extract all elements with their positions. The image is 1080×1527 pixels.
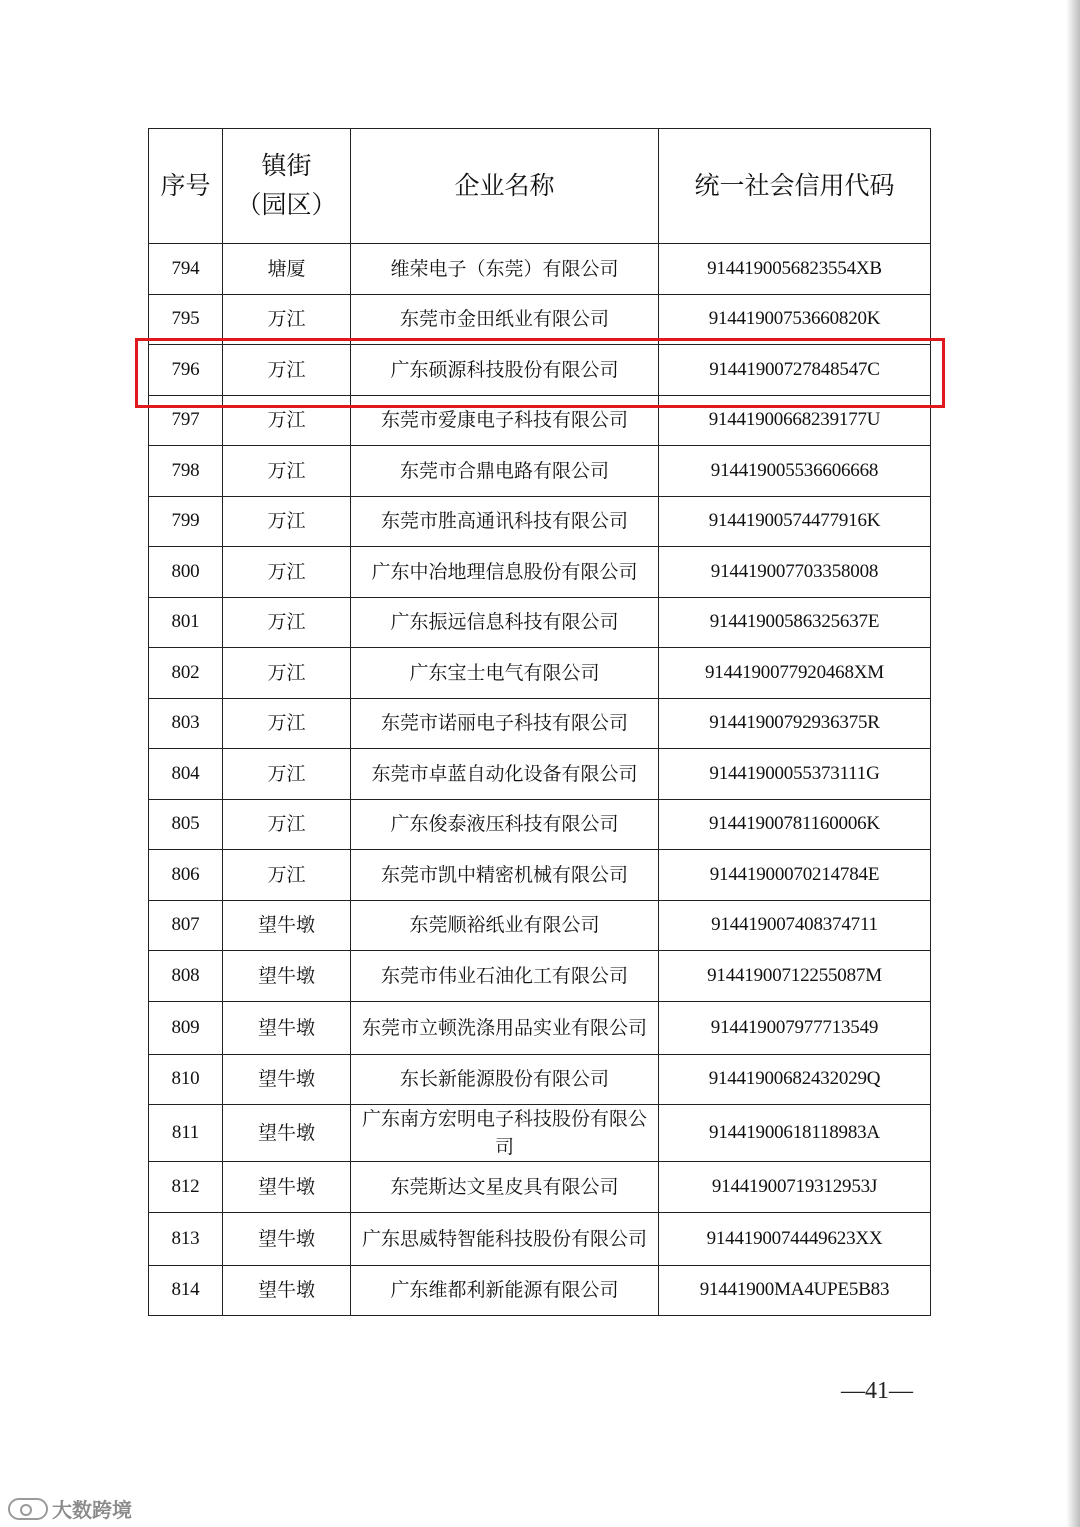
row-company-name: 东莞市卓蓝自动化设备有限公司 — [351, 749, 659, 800]
row-credit-code: 91441900781160006K — [659, 799, 931, 850]
row-number: 804 — [149, 749, 223, 800]
row-town: 万江 — [223, 749, 351, 800]
row-town: 万江 — [223, 648, 351, 699]
row-company-name: 维荣电子（东莞）有限公司 — [351, 244, 659, 295]
table-row — [149, 648, 931, 699]
row-company-name: 广东俊泰液压科技有限公司 — [351, 799, 659, 850]
row-credit-code: 914419007703358008 — [659, 547, 931, 598]
row-company-name: 广东思威特智能科技股份有限公司 — [351, 1212, 659, 1265]
row-company-name: 东莞顺裕纸业有限公司 — [351, 900, 659, 951]
row-credit-code: 914419005536606668 — [659, 446, 931, 497]
row-number: 806 — [149, 850, 223, 901]
table-row — [149, 244, 931, 295]
table-row — [149, 597, 931, 648]
row-number: 808 — [149, 951, 223, 1002]
table-row — [149, 850, 931, 901]
row-number: 809 — [149, 1001, 223, 1054]
row-number: 810 — [149, 1054, 223, 1105]
header-code: 统一社会信用代码 — [659, 129, 931, 244]
table-row — [149, 1001, 931, 1054]
row-town: 望牛墩 — [223, 1054, 351, 1105]
row-credit-code: 91441900586325637E — [659, 597, 931, 648]
row-number: 812 — [149, 1162, 223, 1213]
row-number: 801 — [149, 597, 223, 648]
row-number: 811 — [149, 1105, 223, 1162]
table-row — [149, 749, 931, 800]
highlight-box — [135, 338, 945, 408]
row-company-name: 广东硕源科技股份有限公司 — [351, 345, 659, 396]
row-credit-code: 9144190077920468XM — [659, 648, 931, 699]
row-credit-code: 91441900682432029Q — [659, 1054, 931, 1105]
header-town-line1: 镇街 — [261, 151, 312, 181]
row-number: 807 — [149, 900, 223, 951]
row-company-name: 东莞市胜高通讯科技有限公司 — [351, 496, 659, 547]
row-company-name: 东莞市诺丽电子科技有限公司 — [351, 698, 659, 749]
row-number: 803 — [149, 698, 223, 749]
row-town: 万江 — [223, 799, 351, 850]
table-header-row — [149, 129, 931, 244]
row-town: 望牛墩 — [223, 1001, 351, 1054]
header-town — [223, 129, 351, 244]
row-credit-code: 91441900753660820K — [659, 294, 931, 345]
table-row — [149, 446, 931, 497]
row-company-name: 东莞市立顿洗涤用品实业有限公司 — [351, 1001, 659, 1054]
row-credit-code: 91441900MA4UPE5B83 — [659, 1265, 931, 1316]
row-town: 万江 — [223, 698, 351, 749]
table-row — [149, 496, 931, 547]
table-row — [149, 1162, 931, 1213]
table-row — [149, 900, 931, 951]
row-number: 794 — [149, 244, 223, 295]
row-town: 望牛墩 — [223, 1265, 351, 1316]
row-number: 798 — [149, 446, 223, 497]
watermark-logo-icon — [8, 1498, 48, 1520]
row-credit-code: 91441900055373111G — [659, 749, 931, 800]
row-town: 望牛墩 — [223, 1162, 351, 1213]
watermark — [8, 1494, 132, 1523]
row-company-name: 广东南方宏明电子科技股份有限公司 — [351, 1105, 659, 1162]
row-credit-code: 91441900792936375R — [659, 698, 931, 749]
row-credit-code: 914419007408374711 — [659, 900, 931, 951]
row-number: 802 — [149, 648, 223, 699]
watermark-text: 大数跨境 — [52, 1498, 132, 1522]
row-company-name: 东莞市伟业石油化工有限公司 — [351, 951, 659, 1002]
table-row — [149, 1054, 931, 1105]
row-town: 望牛墩 — [223, 1212, 351, 1265]
row-credit-code: 9144190074449623XX — [659, 1212, 931, 1265]
page-edge-shadow — [1066, 0, 1080, 1527]
page-number: —41— — [841, 1378, 913, 1404]
row-town: 万江 — [223, 597, 351, 648]
row-credit-code: 91441900070214784E — [659, 850, 931, 901]
table-row — [149, 1105, 931, 1162]
row-town: 万江 — [223, 446, 351, 497]
row-company-name: 东莞市金田纸业有限公司 — [351, 294, 659, 345]
row-number: 814 — [149, 1265, 223, 1316]
row-town: 塘厦 — [223, 244, 351, 295]
row-company-name: 广东宝士电气有限公司 — [351, 648, 659, 699]
row-company-name: 广东维都利新能源有限公司 — [351, 1265, 659, 1316]
table-row — [149, 294, 931, 345]
table-row — [149, 799, 931, 850]
row-company-name: 东莞市合鼎电路有限公司 — [351, 446, 659, 497]
row-company-name: 广东振远信息科技有限公司 — [351, 597, 659, 648]
row-number: 796 — [149, 345, 223, 396]
row-number: 795 — [149, 294, 223, 345]
row-credit-code: 91441900719312953J — [659, 1162, 931, 1213]
row-credit-code: 914419007977713549 — [659, 1001, 931, 1054]
row-town: 万江 — [223, 547, 351, 598]
table-row — [149, 698, 931, 749]
row-number: 797 — [149, 395, 223, 446]
row-number: 813 — [149, 1212, 223, 1265]
row-town: 万江 — [223, 850, 351, 901]
enterprise-table — [148, 128, 931, 1316]
header-town-line2: （园区） — [236, 190, 337, 219]
row-credit-code: 91441900727848547C — [659, 345, 931, 396]
row-town: 望牛墩 — [223, 951, 351, 1002]
row-company-name: 东长新能源股份有限公司 — [351, 1054, 659, 1105]
row-town: 望牛墩 — [223, 900, 351, 951]
row-number: 800 — [149, 547, 223, 598]
row-town: 万江 — [223, 395, 351, 446]
row-company-name: 广东中冶地理信息股份有限公司 — [351, 547, 659, 598]
row-number: 799 — [149, 496, 223, 547]
row-town: 望牛墩 — [223, 1105, 351, 1162]
table-row — [149, 547, 931, 598]
row-town: 万江 — [223, 496, 351, 547]
row-credit-code: 9144190056823554XB — [659, 244, 931, 295]
header-seq: 序号 — [149, 129, 223, 244]
table-row — [149, 951, 931, 1002]
row-company-name: 东莞市凯中精密机械有限公司 — [351, 850, 659, 901]
row-credit-code: 91441900668239177U — [659, 395, 931, 446]
row-company-name: 东莞市爱康电子科技有限公司 — [351, 395, 659, 446]
table-row — [149, 1265, 931, 1316]
row-credit-code: 91441900574477916K — [659, 496, 931, 547]
row-credit-code: 91441900618118983A — [659, 1105, 931, 1162]
row-town: 万江 — [223, 345, 351, 396]
row-town: 万江 — [223, 294, 351, 345]
header-name: 企业名称 — [351, 129, 659, 244]
row-credit-code: 91441900712255087M — [659, 951, 931, 1002]
row-number: 805 — [149, 799, 223, 850]
table-row — [149, 1212, 931, 1265]
row-company-name: 东莞斯达文星皮具有限公司 — [351, 1162, 659, 1213]
